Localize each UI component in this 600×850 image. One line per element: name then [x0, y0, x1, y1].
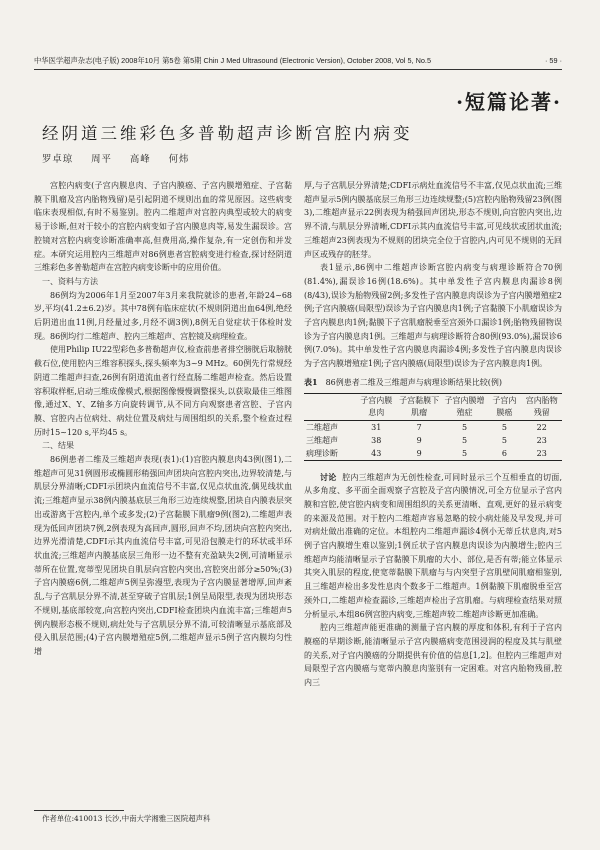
- right-column: [304, 179, 562, 690]
- results-paragraph: 表1显示,86例中二维超声诊断宫腔内病变与病理诊断符合70例(81.4%),漏误诊16例(18.6%)。其中单发性子宫内膜息肉漏诊8例(8/43),误诊为胎物残留2例;多发性子宫内膜息肉误诊为子宫内膜增殖症2例;子宫内膜癌(局限型)误诊为子宫内膜息肉1例;子宫黏膜下小肌瘤误诊为子宫内膜息肉1例;黏膜下子宫肌瘤脱垂至宫颈外口漏诊1例;胎物残留物误诊为子宫内膜息肉1例。三维超声与病理诊断符合80例(93.0%),漏误诊6例(7.0%)。其中单发性子宫内膜息肉漏诊4例;多发性子宫内膜息肉误诊为子宫内膜增殖症1例;子宫内膜癌(局限型)误诊为子宫内膜息肉1例。: [304, 263, 562, 369]
- table-1: [304, 376, 562, 461]
- table-header-cell: 子宫黏膜下肌瘤: [396, 393, 441, 420]
- table-header-cell: 子宫内膜增殖症: [442, 393, 487, 420]
- author-list: [42, 151, 203, 165]
- table-cell: 9: [416, 435, 422, 445]
- table-caption-text: 86例患者二维及三维超声与病理诊断结果比较(例): [325, 377, 502, 387]
- table-cell: 23: [521, 447, 562, 461]
- table-cell: 31: [371, 422, 382, 432]
- page-number: · 59 ·: [544, 56, 562, 65]
- left-column: [34, 179, 292, 817]
- intro-paragraph: 宫腔内病变(子宫内膜息肉、子宫内膜癌、子宫内膜增殖症、子宫黏膜下肌瘤及宫内胎物残留)是引起阴道不规则出血的常见原因。这些病变临床表现相似,有时不易鉴别。腔内二维超声对宫腔内典型或较大的病变易于诊断,但对于较小的宫腔内病变如子宫内膜息肉等,易发生漏误诊。宫腔镜对宫腔内病变诊断准确率高,但费用高,操作复杂,有一定创伤和并发症。本研究运用腔内三维超声对86例患者宫腔病变进行检查,探讨经阴道三维彩色多普勒超声在宫腔内病变诊断中的应用价值。: [34, 181, 292, 273]
- section-tag: ·短篇论著·: [456, 90, 562, 114]
- results-table: [304, 393, 562, 461]
- table-cell: 5: [442, 447, 487, 461]
- author-affiliation-footnote: 作者单位:410013 长沙,中南大学湘雅三医院超声科: [42, 814, 211, 823]
- header-divider: [34, 69, 562, 70]
- table-cell: 5: [501, 422, 507, 432]
- table-header-cell: 宫内胎物残留: [521, 393, 562, 420]
- table-cell: 5: [462, 435, 468, 445]
- author-name: 何炜: [168, 154, 190, 165]
- table-cell: 9: [396, 447, 441, 461]
- methods-paragraph: 86例均为2006年1月至2007年3月来我院就诊的患者,年龄24~68岁,平均(41.2±6.2)岁。其中78例有临床症状(不规则阴道出血64例,绝经后阴道出血11例,月经量过多,月经不调3例),8例无自觉症状于体检时发现。86例均行二维超声、腔内三维超声、宫腔镜及病理检查。: [34, 290, 292, 341]
- methods-paragraph: 使用Philip IU22型彩色多普勒超声仪,检查前患者排空膀胱后取膀胱截石位,使用腔内三维容积探头,探头频率为3~9 MHz。60例先行常规经阴道二维超声扫查,26例有阴道流血者行经直肠二维超声检查。然后设置容积取样框,启动三维成像模式,根据图像慢慢调整探头,以获取最佳三维图像,通过X、Y、Z轴多方向旋转调节,从不同方向观察患者宫腔、子宫内膜、宫腔内占位病灶、病灶位置及病灶与周围组织的关系,整个检查过程历时15~120 s,平均45 s。: [34, 345, 292, 437]
- discussion-label: 讨论: [320, 471, 337, 482]
- discussion-paragraph: [304, 471, 562, 622]
- table-cell: 6: [487, 447, 521, 461]
- table-cell: 38: [371, 435, 382, 445]
- author-name: 罗卓琼: [42, 154, 74, 165]
- row-label: 二维超声: [306, 422, 338, 432]
- table-row: [304, 447, 562, 461]
- author-name: 周平: [91, 154, 112, 165]
- discussion-paragraph: 腔内三维超声能更准确的测量子宫内膜的厚度和体积,有利于子宫内膜癌的早期诊断,能清晰显示子宫内膜癌病变范围浸润的程度及其与肌壁的关系,对子宫内膜癌的分期提供有价值的信息[1,2]。但腔内三维超声对局限型子宫内膜癌与宽蒂内膜息肉鉴别有一定困难。对宫内胎物残留,腔内三: [304, 623, 562, 688]
- journal-citation-line: 中华医学超声杂志(电子版) 2008年10月 第5卷 第5期 Chin J Med Ultrasound (Electronic Version), October 2008, Vol 5, No.5: [34, 56, 432, 65]
- table-header-cell: 子宫内膜息肉: [356, 393, 396, 420]
- table-cell: 5: [501, 435, 507, 445]
- table-row: [304, 434, 562, 447]
- table-label: 表1: [304, 376, 318, 387]
- table-row: [304, 420, 562, 434]
- row-label: 病理诊断: [304, 447, 356, 461]
- section-heading-results: 二、结果: [42, 441, 74, 451]
- table-header-row: [304, 393, 562, 420]
- author-name: 高峰: [129, 154, 151, 165]
- table-cell: 22: [536, 422, 547, 432]
- results-paragraph: 厚,与子宫肌层分界清楚;CDFI示病灶血流信号不丰富,仅见点状血流;三维超声显示5例内膜基底层三角形三边连续规整;(5)宫腔内胎物残留23例(图3),二维超声显示22例表现为稍强回声团块,形态不规则,向宫腔内突出,边界不清,与肌层分界清晰,CDFI示其内血流信号丰富,可见线状或团状血流;三维超声23例表现为不规则的团块完全位于宫腔内,内可见不规则的无回声区或残存的胚芽。: [304, 181, 562, 259]
- journal-header: [34, 56, 562, 66]
- footnote-divider: [34, 810, 124, 811]
- table-cell: 5: [462, 422, 468, 432]
- table-cell: 23: [536, 435, 547, 445]
- article-title: 经阴道三维彩色多普勒超声诊断宫腔内病变: [42, 124, 413, 143]
- results-paragraph: 86例患者二维及三维超声表现(表1):(1)宫腔内膜息肉43例(图1),二维超声可见31例圆形或椭圆形稍强回声团块向宫腔内突出,边界较清楚,与肌层分界清晰;CDFI示团块内血流信号不丰富,仅见点状血流,偶见线状血流;三维超声显示38例内膜基底层三角形三边连续规整,团块自内膜表层突出或游离于宫腔内,单个或多发;(2)子宫黏膜下肌瘤9例(图2),二维超声表现为低回声团块7例,2例表现为高回声,圆形,回声不均,团块向宫腔内突出,边界光滑清楚,CDFI示其内血流信号丰富,可见沿包膜走行的环状或半环状血流;三维超声内膜基底层三角形一边不整有充盈缺失2例,可清晰显示蒂所在位置,宽蒂型见团块自肌层向宫腔内突出,宫腔突出部分≥50%;(3)子宫内膜癌6例,二维超声5例呈弥漫型,表现为子宫内膜显著增厚,回声紊乱,与子宫肌层分界不清,甚至穿破子宫肌层;1例呈局限型,表现为团块形态不规则,基底部较宽,向宫腔内突出,CDFI检查团块内血流丰富;三维超声5例内膜形态极不规则,病灶处与子宫肌层分界不清,可较清晰显示基底部及侵入肌层范围;(4)子宫内膜增殖症5例,二维超声显示5例子宫内膜均匀性增: [34, 455, 292, 656]
- discussion-text: 腔内三维超声为无创性检查,可同时显示三个互相垂直的切面,从多角度、多平面全面观察子宫腔及子宫内膜情况,可全方位显示子宫内膜和宫腔,使宫腔内病变和周围组织的关系更清晰、直观,更好的显示病变的来源及范围。对于腔内二维超声容易忽略的较小病灶能及早发现,并可对病灶做出准确的定位。本组腔内二维超声漏诊4例小无蒂丘状息肉,对5例子宫内膜增生难以鉴别;1例丘状子宫内膜息肉误诊为内膜增生;腔内三维超声均能清晰显示子宫黏膜下肌瘤的大小、部位,是否有蒂;能立体显示其突入肌层的程度,使宽蒂黏膜下肌瘤与与内突型子宫肌壁间肌瘤相鉴别,且三维超声检出多发性息肉个数多于二维超声。1例黏膜下肌瘤脱垂至宫颈外口,二维超声检查漏诊,三维超声检出子宫肌瘤。与病理检查结果对照分析显示,本组86例宫腔内病变,三维超声较二维超声诊断更加准确。: [304, 472, 562, 619]
- table-header-cell: 子宫内膜癌: [487, 393, 521, 420]
- row-label: 三维超声: [306, 435, 338, 445]
- table-cell: 43: [356, 447, 396, 461]
- table-header-cell: [304, 393, 356, 420]
- table-caption: [304, 376, 562, 390]
- section-heading-methods: 一、资料与方法: [42, 276, 98, 286]
- table-cell: 7: [416, 422, 422, 432]
